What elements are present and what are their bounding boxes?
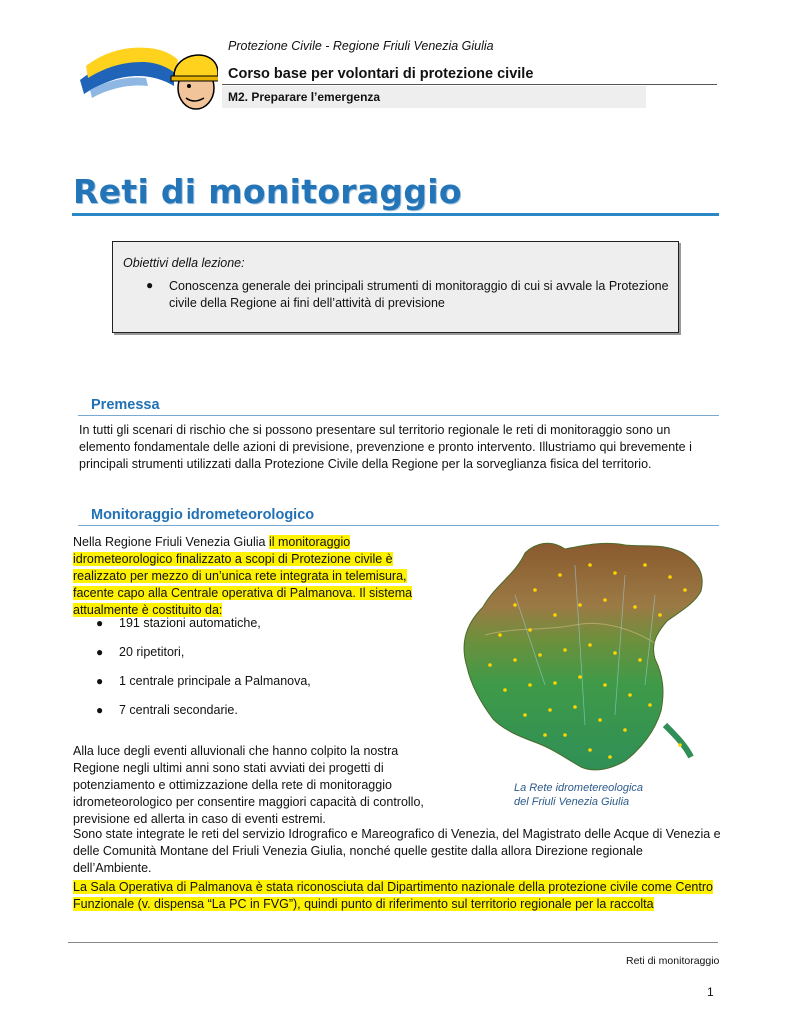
objective-item: Conoscenza generale dei principali strumenti di monitoraggio di cui si avvale la Protezione civile della Regione ai fini dell’attività di previsione — [169, 279, 669, 310]
monitoraggio-paragraph-3: Sono state integrate le reti del servizio Idrografico e Mareografico di Venezia, del Magistrato delle Acque di Venezia e delle Comunità Montane del Friuli Venezia Giulia, nonché quelle gestite dalla allora Direzione regionale dell’Ambiente. — [73, 827, 721, 875]
monitoraggio-paragraph-2: Alla luce degli eventi alluvionali che hanno colpito la nostra Regione negli ultimi anni sono stati avviati dei progetti di potenziamento e ottimizzazione della rete di monitoraggio idrometeorologico per consentire maggiori capacità di controllo, previsione ed allerta in caso di eventi estremi. — [73, 744, 424, 826]
list-item: 1 centrale principale a Palmanova, — [119, 674, 311, 688]
intro-highlighted-text: il monitoraggio idrometeorologico finalizzato a scopi di Protezione civile è realizzato per mezzo di un’unica rete integrata in telemisura, facente capo alla Centrale operativa di Palmanova. Il sistema attualmente è costituito da: — [73, 535, 413, 617]
footer-divider — [68, 942, 718, 943]
section-heading-monitoraggio: Monitoraggio idrometeorologico — [91, 507, 315, 523]
list-item: 7 centrali secondarie. — [119, 703, 238, 717]
list-item: 191 stazioni automatiche, — [119, 616, 261, 630]
section-divider — [78, 415, 719, 416]
title-divider — [72, 213, 719, 216]
premessa-paragraph: In tutti gli scenari di rischio che si possono presentare sul territorio regionale le reti di monitoraggio sono un elemento fondamentale delle azioni di previsione, prevenzione e pronto intervento. Illustriamo qui brevemente i principali strumenti utilizzati dalla Protezione Civile della Regione per la sorveglianza fisica del territorio. — [79, 423, 692, 471]
section-divider — [78, 525, 719, 526]
monitoraggio-intro — [73, 534, 433, 619]
page-title: Reti di monitoraggio — [73, 172, 462, 211]
bullet-icon: ● — [146, 278, 154, 292]
bullet-icon: ● — [96, 645, 104, 659]
footer-title: Reti di monitoraggio — [626, 955, 720, 967]
fvg-monitoring-network-map — [455, 535, 710, 785]
bullet-icon: ● — [96, 674, 104, 688]
bullet-icon: ● — [96, 616, 104, 630]
volunteer-logo-icon — [78, 36, 218, 119]
header-divider — [222, 84, 717, 85]
course-title: Corso base per volontari di protezione civile — [228, 66, 534, 82]
para4-highlighted-text: La Sala Operativa di Palmanova è stata riconosciuta dal Dipartimento nazionale della protezione civile come Centro Funzionale (v. dispensa “La PC in FVG”), quindi punto di riferimento sul territorio regionale per la raccolta — [73, 880, 713, 911]
list-item: 20 ripetitori, — [119, 645, 185, 659]
module-label: M2. Preparare l’emergenza — [222, 86, 646, 108]
map-caption-line: del Friuli Venezia Giulia — [514, 796, 630, 808]
page-number: 1 — [707, 985, 714, 999]
map-caption-line: La Rete idrometereologica — [514, 782, 644, 794]
objectives-label: Obiettivi della lezione: — [123, 256, 245, 270]
map-caption — [514, 781, 643, 809]
bullet-icon: ● — [96, 703, 104, 717]
intro-text: Nella Regione Friuli Venezia Giulia — [73, 535, 269, 549]
organization-name: Protezione Civile - Regione Friuli Venezia Giulia — [228, 39, 494, 53]
monitoraggio-paragraph-4 — [73, 879, 721, 913]
section-heading-premessa: Premessa — [91, 397, 160, 413]
